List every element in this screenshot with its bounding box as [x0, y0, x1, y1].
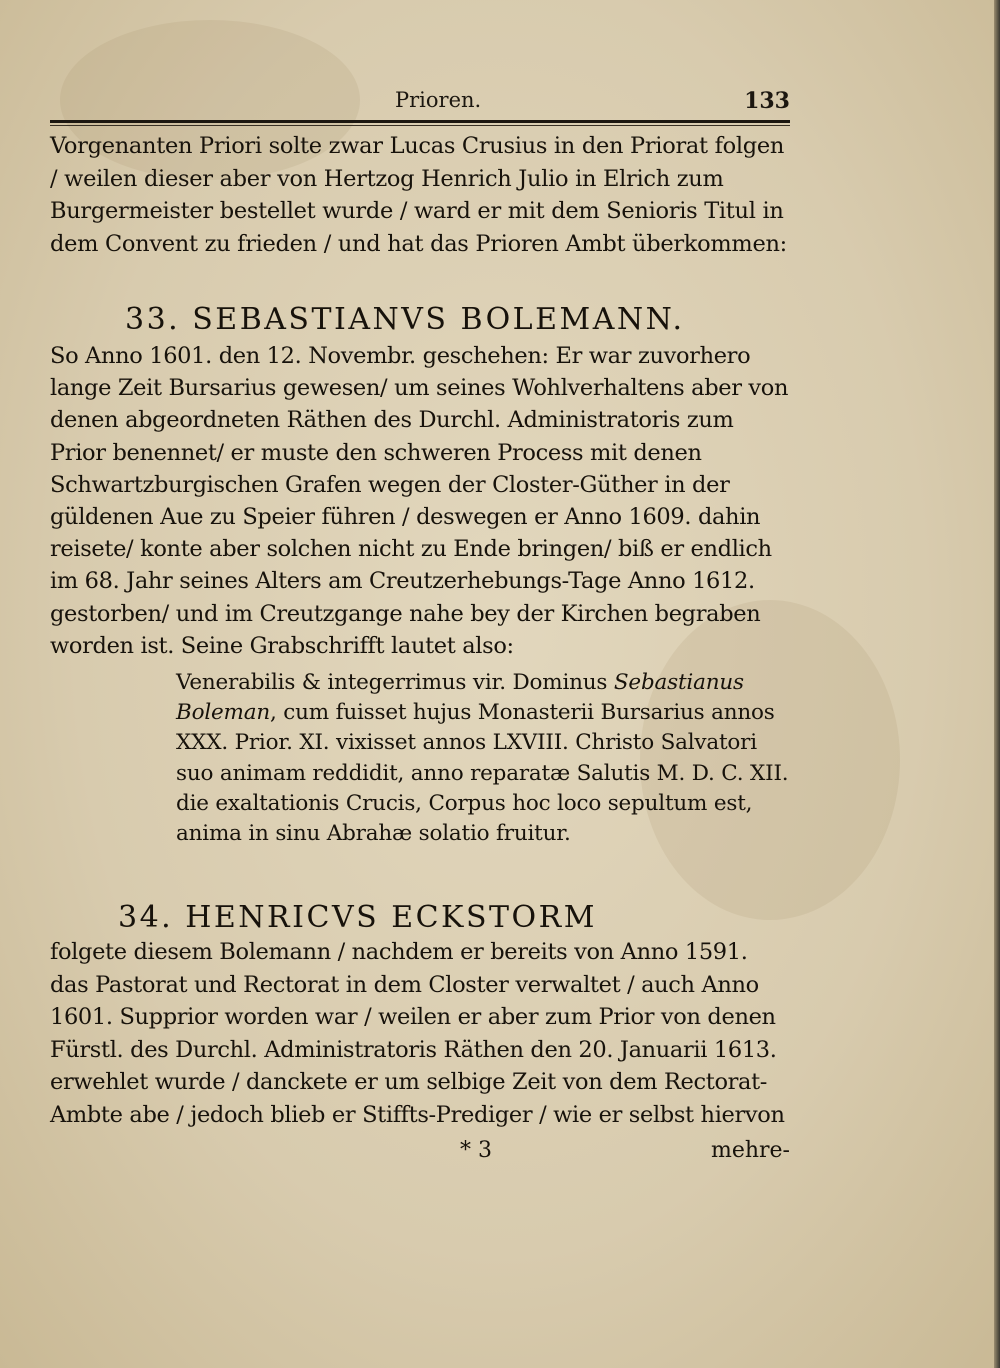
epitaph-name: Sebastianus Boleman [176, 670, 744, 726]
page-edge-shadow [994, 0, 1000, 1368]
epitaph-text-start: Venerabilis & integerrimus vir. Dominus [176, 670, 614, 695]
page-number: 133 [744, 88, 790, 114]
epitaph-text-end: , cum fuisset hujus Monasterii Bursarius annos XXX. Prior. XI. vixisset annos LXVIII. Christo Salvatori suo animam reddidit, anno reparatæ Salutis M. D. C. XII. die exaltationis Crucis, Corpus hoc loco sepultum est, anima in sinu Abrahæ solatio fruitur. [176, 700, 789, 847]
paragraph-crusius: Vorgenanten Priori solte zwar Lucas Crusius in den Priorat folgen / weilen dieser aber von Hertzog Henrich Julio in Elrich zum Burgermeister bestellet wurde / ward er mit dem Senioris Titul in dem Convent zu frieden / und hat das Prioren Ambt überkommen: [50, 133, 787, 257]
page-header [50, 82, 790, 122]
page-footer [50, 1138, 790, 1172]
paragraph-eckstorm: folgete diesem Bolemann / nachdem er bereits von Anno 1591. das Pastorat und Rectorat in dem Closter verwaltet / auch Anno 1601. Supprior worden war / weilen er aber zum Prior von denen Fürstl. des Durchl. Administratoris Räthen den 20. Januarii 1613. erwehlet wurde / danckete er um selbige Zeit von dem Rectorat-Ambte abe / jedoch blieb er Stiffts-Prediger / wie er selbst hiervon [50, 939, 785, 1128]
running-title: Prioren. [395, 88, 482, 112]
paragraph-bolemann: So Anno 1601. den 12. Novembr. geschehen: Er war zuvorhero lange Zeit Bursarius gewesen/ um seines Wohlverhaltens aber von denen abgeordneten Räthen des Durchl. Administratoris zum Prior benennet/ er muste den schweren Process mit denen Schwartzburgischen Grafen wegen der Closter-Güther in der güldenen Aue zu Speier führen / deswegen er Anno 1609. dahin reisete/ konte aber solchen nicht zu Ende bringen/ biß er endlich im 68. Jahr seines Alters am Creutzerhebungs-Tage Anno 1612. gestorben/ und im Creutzgange nahe bey der Kirchen begraben worden ist. Seine Grabschrifft lautet also: [50, 343, 789, 659]
heading-bolemann: 33. SEBASTIANVS BOLEMANN. [125, 302, 685, 337]
header-rule-thin [50, 125, 790, 126]
heading-eckstorm: 34. HENRICVS ECKSTORM [118, 900, 597, 935]
catchword: mehre- [710, 1138, 790, 1163]
header-rule [50, 120, 790, 123]
epitaph-bolemann [176, 668, 790, 849]
signature-mark: * 3 [460, 1138, 492, 1163]
